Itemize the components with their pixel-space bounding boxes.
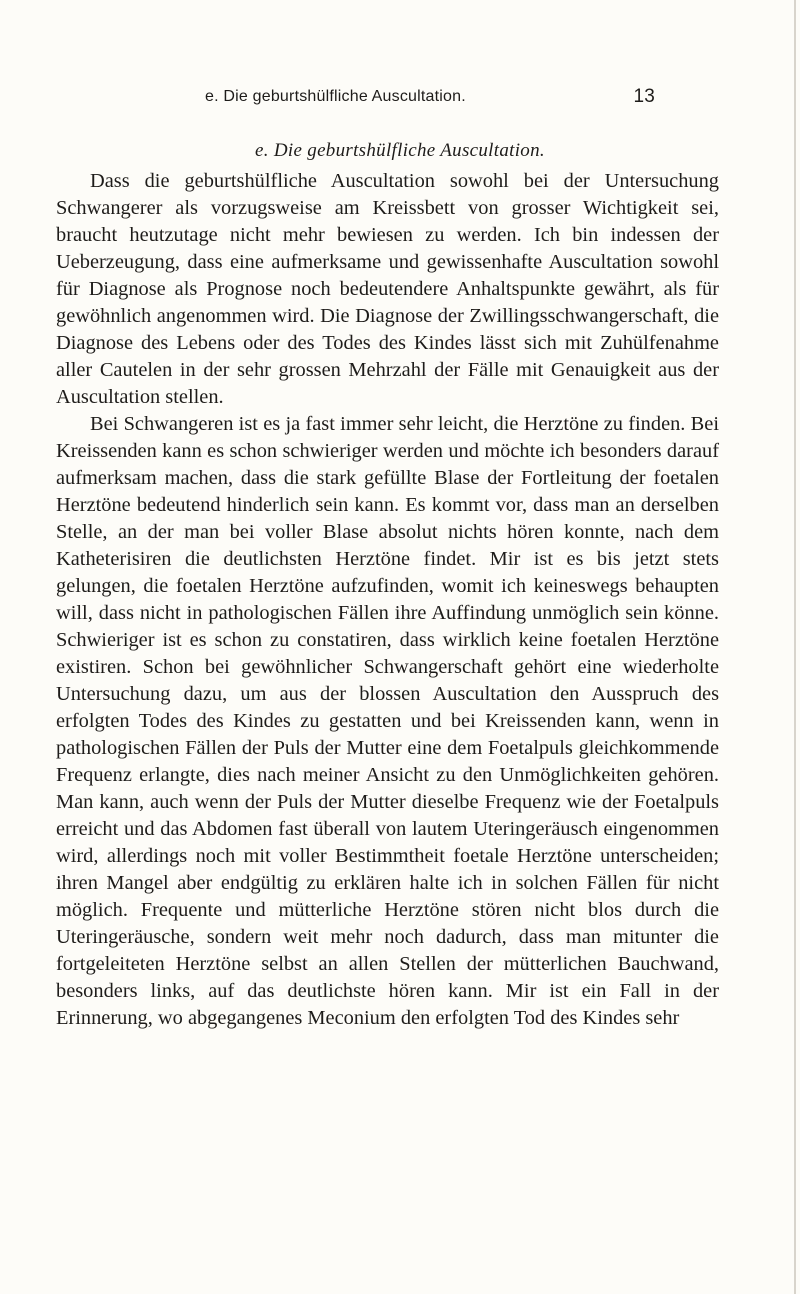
running-head (205, 88, 655, 112)
running-head-title: e. Die geburtshülfliche Auscultation. (205, 88, 466, 105)
paragraph-2: Bei Schwangeren ist es ja fast immer sehr leicht, die Herztöne zu finden. Bei Kreissenden kann es schon schwieriger werden und möchte ich besonders darauf aufmerksam machen, dass die stark gefüllte Blase der Fortleitung der foetalen Herztöne bedeutend hinderlich sein kann. Es kommt vor, dass man an derselben Stelle, an der man bei voller Blase absolut nichts hören konnte, nach dem Katheterisiren die deutlichsten Herztöne findet. Mir ist es bis jetzt stets gelungen, die foetalen Herztöne aufzufinden, womit ich keineswegs behaupten will, dass nicht in pathologischen Fällen ihre Auffindung unmöglich sein könne. Schwieriger ist es schon zu constatiren, dass wirklich keine foetalen Herztöne existiren. Schon bei gewöhnlicher Schwangerschaft gehört eine wiederholte Untersuchung dazu, um aus der blossen Auscultation den Ausspruch des erfolgten Todes des Kindes zu gestatten und bei Kreissenden kann, wenn in pathologischen Fällen der Puls der Mutter eine dem Foetalpuls gleichkommende Frequenz erlangte, dies nach meiner Ansicht zu den Unmöglichkeiten gehören. Man kann, auch wenn der Puls der Mutter dieselbe Frequenz wie der Foetalpuls erreicht und das Abdomen fast überall von lautem Uteringeräusch eingenommen wird, allerdings noch mit voller Bestimmtheit foetale Herztöne unterscheiden; ihren Mangel aber endgültig zu erklären halte ich in solchen Fällen für nicht möglich. Frequente und mütterliche Herztöne stören nicht blos durch die Uteringeräusche, sondern weit mehr noch dadurch, dass man mitunter die fortgeleiteten Herztöne selbst an allen Stellen der mütterlichen Bauchwand, besonders links, auf das deutlichste hören kann. Mir ist ein Fall in der Erinnerung, wo abgegangenes Meconium den erfolgten Tod des Kindes sehr (56, 413, 719, 1029)
body-text (56, 168, 719, 1032)
paragraph-1: Dass die geburtshülfliche Auscultation sowohl bei der Untersuchung Schwangerer als vorzugsweise am Kreissbett von grosser Wichtigkeit sei, braucht heutzutage nicht mehr bewiesen zu werden. Ich bin indessen der Ueberzeugung, dass eine aufmerksame und gewissenhafte Auscultation sowohl für Diagnose als Prognose noch bedeutendere Anhaltspunkte gewährt, als für gewöhnlich angenommen wird. Die Diagnose der Zwillingsschwangerschaft, die Diagnose des Lebens oder des Todes des Kindes lässt sich mit Zuhülfenahme aller Cautelen in der sehr grossen Mehrzahl der Fälle mit Genauigkeit aus der Auscultation stellen. (56, 170, 719, 408)
section-title: e. Die geburtshülfliche Auscultation. (255, 140, 545, 161)
page-number: 13 (633, 86, 655, 107)
page-edge-line (794, 0, 796, 1294)
